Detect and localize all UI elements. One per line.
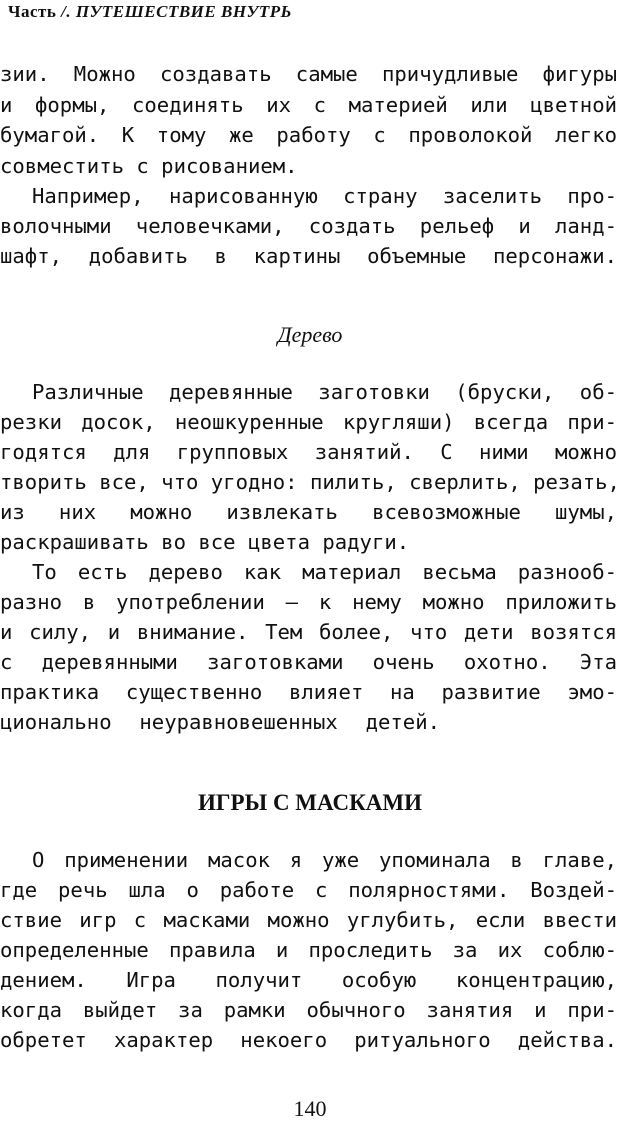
text-line: совместить с рисованием. [0, 154, 298, 178]
part-number: /. [61, 2, 72, 21]
text-line: где речь шла о работе с полярностями. Воздей- [0, 878, 617, 902]
text-line: раскрашивать во все цвета радуги. [0, 530, 410, 554]
text-line: Различные деревянные заготовки (бруски, об- [32, 380, 617, 404]
text-line: разно в употреблении — к нему можно приложить [0, 590, 617, 614]
text-line: из них можно извлекать всевозможные шумы, [0, 500, 617, 524]
text-line: и силу, и внимание. Тем более, что дети возятся [0, 620, 617, 644]
text-line: годятся для групповых занятий. С ними можно [0, 440, 617, 464]
text-line: творить все, что угодно: пилить, сверлить, резать, [0, 470, 620, 494]
text-line: волочными человечками, создать рельеф и ланд- [0, 214, 617, 238]
text-line: О применении масок я уже упоминала в главе, [32, 848, 617, 872]
text-line: ционально неуравновешенных детей. [0, 710, 440, 734]
page-number: 140 [293, 1096, 327, 1121]
text-line: дением. Игра получит особую концентрацию, [0, 968, 617, 992]
text-line: зии. Можно создавать самые причудливые фигуры [0, 62, 617, 86]
text-line: определенные правила и проследить за их соблю- [0, 938, 617, 962]
section-title: ИГРЫ С МАСКАМИ [198, 790, 422, 815]
text-line: Например, нарисованную страну заселить про- [32, 184, 617, 208]
text-line: и формы, соединять их с материей или цветной [0, 93, 617, 117]
text-line: бумагой. К тому же работу с проволокой легко [0, 123, 617, 147]
running-header [8, 2, 292, 22]
text-line: обретет характер некоего ритуального действа. [0, 1028, 617, 1052]
text-line: То есть дерево как материал весьма разнооб- [32, 560, 617, 584]
text-line: резки досок, неошкуренные кругляши) всегда при- [0, 410, 617, 434]
part-label: Часть [8, 2, 57, 21]
text-line: шафт, добавить в картины объемные персонажи. [0, 244, 617, 268]
subheading: Дерево [277, 322, 343, 347]
text-line: когда выйдет за рамки обычного занятия и при- [0, 998, 617, 1022]
text-line: практика существенно влияет на развитие эмо- [0, 680, 617, 704]
text-line: ствие игр с масками можно углубить, если ввести [0, 908, 617, 932]
part-title: ПУТЕШЕСТВИЕ ВНУТРЬ [75, 2, 292, 21]
text-line: с деревянными заготовками очень охотно. Эта [0, 650, 617, 674]
